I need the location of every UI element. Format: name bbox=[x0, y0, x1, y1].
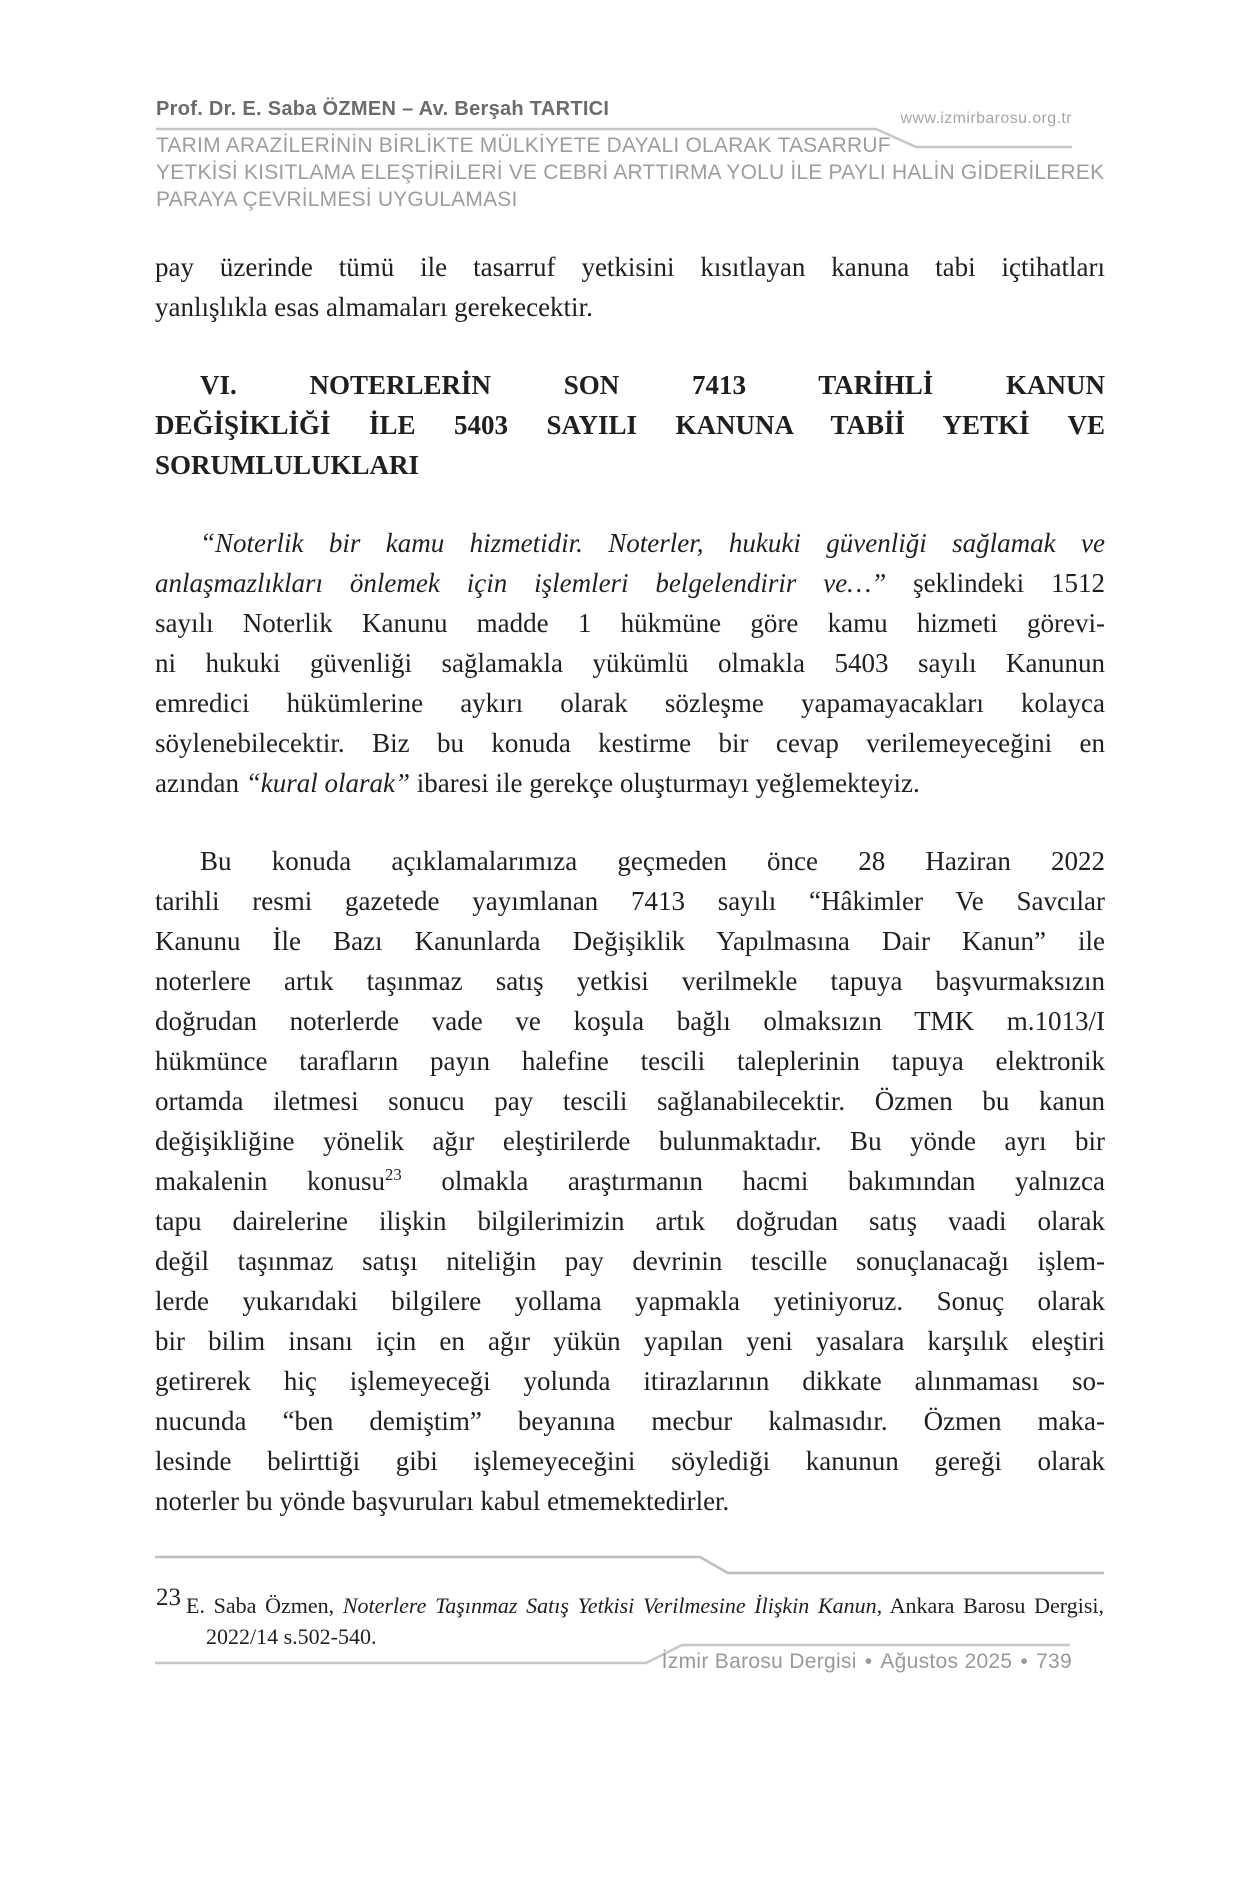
footer bbox=[662, 1650, 1072, 1674]
text-segment: getirerek hiç işlemeyeceği yolunda itirazlarının dikkate alınmaması so- bbox=[155, 1366, 1105, 1396]
text-line bbox=[155, 1001, 1105, 1041]
journal-url: www.izmirbarosu.org.tr bbox=[900, 110, 1072, 127]
text-segment: noterlere artık taşınmaz satış yetkisi verilmekle tapuya başvurmaksızın bbox=[155, 966, 1105, 996]
article-title-line: YETKİSİ KISITLAMA ELEŞTİRİLERİ VE CEBRİ ARTTIRMA YOLU İLE PAYLI HALİN GİDERİLEREK bbox=[156, 161, 1105, 184]
text-line bbox=[155, 1161, 1105, 1201]
text-line bbox=[155, 365, 1105, 405]
text-line bbox=[155, 1041, 1105, 1081]
text-segment: Bu konuda açıklamalarımıza geçmeden önce 28 Haziran 2022 bbox=[200, 846, 1105, 876]
footnote-work-title: Noterlere Taşınmaz Satış Yetkisi Verilmesine İlişkin Kanun, bbox=[342, 1593, 883, 1618]
footnote-marker: 23 bbox=[156, 1584, 181, 1611]
text-segment: “kural olarak” bbox=[245, 768, 410, 798]
footer-separator: • bbox=[864, 1650, 873, 1673]
text-segment: ni hukuki güvenliği sağlamakla yükümlü olmakla 5403 sayılı Kanunun bbox=[155, 648, 1105, 678]
text-line bbox=[155, 1081, 1105, 1121]
text-line bbox=[155, 1441, 1105, 1481]
text-segment: anlaşmazlıkları önlemek için işlemleri belgelendirir ve…” bbox=[155, 568, 914, 598]
text-segment: VI. NOTERLERİN SON 7413 TARİHLİ KANUN bbox=[200, 370, 1105, 400]
text-line bbox=[155, 1481, 1105, 1521]
text-line bbox=[155, 1321, 1105, 1361]
text-segment: değişikliğine yönelik ağır eleştirilerde bulunmaktadır. Bu yönde ayrı bir bbox=[155, 1126, 1105, 1156]
text-line bbox=[155, 723, 1105, 763]
text-line bbox=[155, 1241, 1105, 1281]
text-segment: doğrudan noterlerde vade ve koşula bağlı olmaksızın TMK m.1013/I bbox=[155, 1006, 1105, 1036]
article-title-line: TARIM ARAZİLERİNİN BİRLİKTE MÜLKİYETE DAYALI OLARAK TASARRUF bbox=[156, 134, 891, 157]
footnote-line bbox=[186, 1590, 1104, 1621]
text-segment: noterler bu yönde başvuruları kabul etmemektedirler. bbox=[155, 1486, 730, 1516]
text-segment: söylenebilecektir. Biz bu konuda kestirme bir cevap verilemeyeceğini en bbox=[155, 728, 1105, 758]
text-segment: şeklindeki 1512 bbox=[913, 568, 1105, 598]
text-segment: tapu dairelerine ilişkin bilgilerimizin artık doğrudan satış vaadi olarak bbox=[155, 1206, 1105, 1236]
text-line bbox=[155, 1121, 1105, 1161]
body-text bbox=[155, 247, 1105, 1559]
text-segment: pay üzerinde tümü ile tasarruf yetkisini kısıtlayan kanuna tabi içtihatları bbox=[155, 252, 1105, 282]
footnote-line: 2022/14 s.502-540. bbox=[206, 1624, 377, 1649]
article-title-line: PARAYA ÇEVRİLMESİ UYGULAMASI bbox=[156, 188, 518, 211]
section-heading bbox=[155, 365, 1105, 485]
text-segment: olmakla araştırmanın hacmi bakımından yalnızca bbox=[401, 1166, 1105, 1196]
text-segment: makalenin konusu bbox=[155, 1166, 386, 1196]
paragraph bbox=[155, 523, 1105, 803]
text-segment: lerde yukarıdaki bilgilere yollama yapmakla yetiniyoruz. Sonuç olarak bbox=[155, 1286, 1105, 1316]
text-line bbox=[155, 287, 1105, 327]
text-line bbox=[155, 881, 1105, 921]
paragraph bbox=[155, 841, 1105, 1521]
text-line bbox=[155, 921, 1105, 961]
text-line bbox=[155, 1281, 1105, 1321]
text-line bbox=[155, 1361, 1105, 1401]
text-segment: sayılı Noterlik Kanunu madde 1 hükmüne göre kamu hizmeti görevi- bbox=[155, 608, 1105, 638]
text-line bbox=[155, 603, 1105, 643]
text-segment: tarihli resmi gazetede yayımlanan 7413 sayılı “Hâkimler Ve Savcılar bbox=[155, 886, 1105, 916]
text-segment: değil taşınmaz satışı niteliğin pay devrinin tescille sonuçlanacağı işlem- bbox=[155, 1246, 1105, 1276]
text-segment: SORUMLULUKLARI bbox=[155, 450, 420, 480]
text-line bbox=[155, 841, 1105, 881]
text-segment: “Noterlik bir kamu hizmetidir. Noterler, hukuki güvenliği sağlamak ve bbox=[200, 528, 1105, 558]
text-line bbox=[155, 1401, 1105, 1441]
footnote-separator bbox=[155, 1557, 1104, 1573]
text-line bbox=[155, 763, 1105, 803]
author-names: Prof. Dr. E. Saba ÖZMEN – Av. Berşah TARTICI bbox=[156, 98, 610, 120]
article-title bbox=[156, 132, 1116, 213]
text-line bbox=[155, 405, 1105, 445]
footnote bbox=[186, 1590, 1104, 1652]
text-segment: DEĞİŞİKLİĞİ İLE 5403 SAYILI KANUNA TABİİ YETKİ VE bbox=[155, 410, 1105, 440]
text-segment: yanlışlıkla esas almamaları gerekecektir. bbox=[155, 292, 593, 322]
footnote-reference: 23 bbox=[385, 1165, 402, 1184]
footer-journal-name: İzmir Barosu Dergisi bbox=[661, 1650, 857, 1673]
text-segment: ortamda iletmesi sonucu pay tescili sağlanabilecektir. Özmen bu kanun bbox=[155, 1086, 1105, 1116]
text-segment: lesinde belirttiği gibi işlemeyeceğini söylediği kanunun gereği olarak bbox=[155, 1446, 1105, 1476]
footnote-text: Ankara Barosu Dergisi, bbox=[882, 1593, 1105, 1618]
page-number: 739 bbox=[1036, 1650, 1072, 1673]
footnote-text: E. Saba Özmen, bbox=[186, 1593, 343, 1618]
footer-separator: • bbox=[1020, 1650, 1029, 1673]
text-line bbox=[155, 643, 1105, 683]
footer-issue-date: Ağustos 2025 bbox=[880, 1650, 1013, 1673]
text-segment: Kanunu İle Bazı Kanunlarda Değişiklik Yapılmasına Dair Kanun” ile bbox=[155, 926, 1105, 956]
text-segment: azından bbox=[155, 768, 246, 798]
text-segment: ibaresi ile gerekçe oluşturmayı yeğlemekteyiz. bbox=[409, 768, 920, 798]
text-line bbox=[155, 523, 1105, 563]
paragraph bbox=[155, 247, 1105, 327]
text-line bbox=[155, 1201, 1105, 1241]
text-line bbox=[155, 247, 1105, 287]
text-line bbox=[155, 683, 1105, 723]
text-segment: nucunda “ben demiştim” beyanına mecbur kalmasıdır. Özmen maka- bbox=[155, 1406, 1105, 1436]
text-line bbox=[155, 563, 1105, 603]
text-segment: hükmünce tarafların payın halefine tescili taleplerinin tapuya elektronik bbox=[155, 1046, 1105, 1076]
text-segment: emredici hükümlerine aykırı olarak sözleşme yapamayacakları kolayca bbox=[155, 688, 1105, 718]
text-line bbox=[155, 961, 1105, 1001]
text-segment: bir bilim insanı için en ağır yükün yapılan yeni yasalara karşılık eleştiri bbox=[155, 1326, 1105, 1356]
text-line bbox=[155, 445, 1105, 485]
